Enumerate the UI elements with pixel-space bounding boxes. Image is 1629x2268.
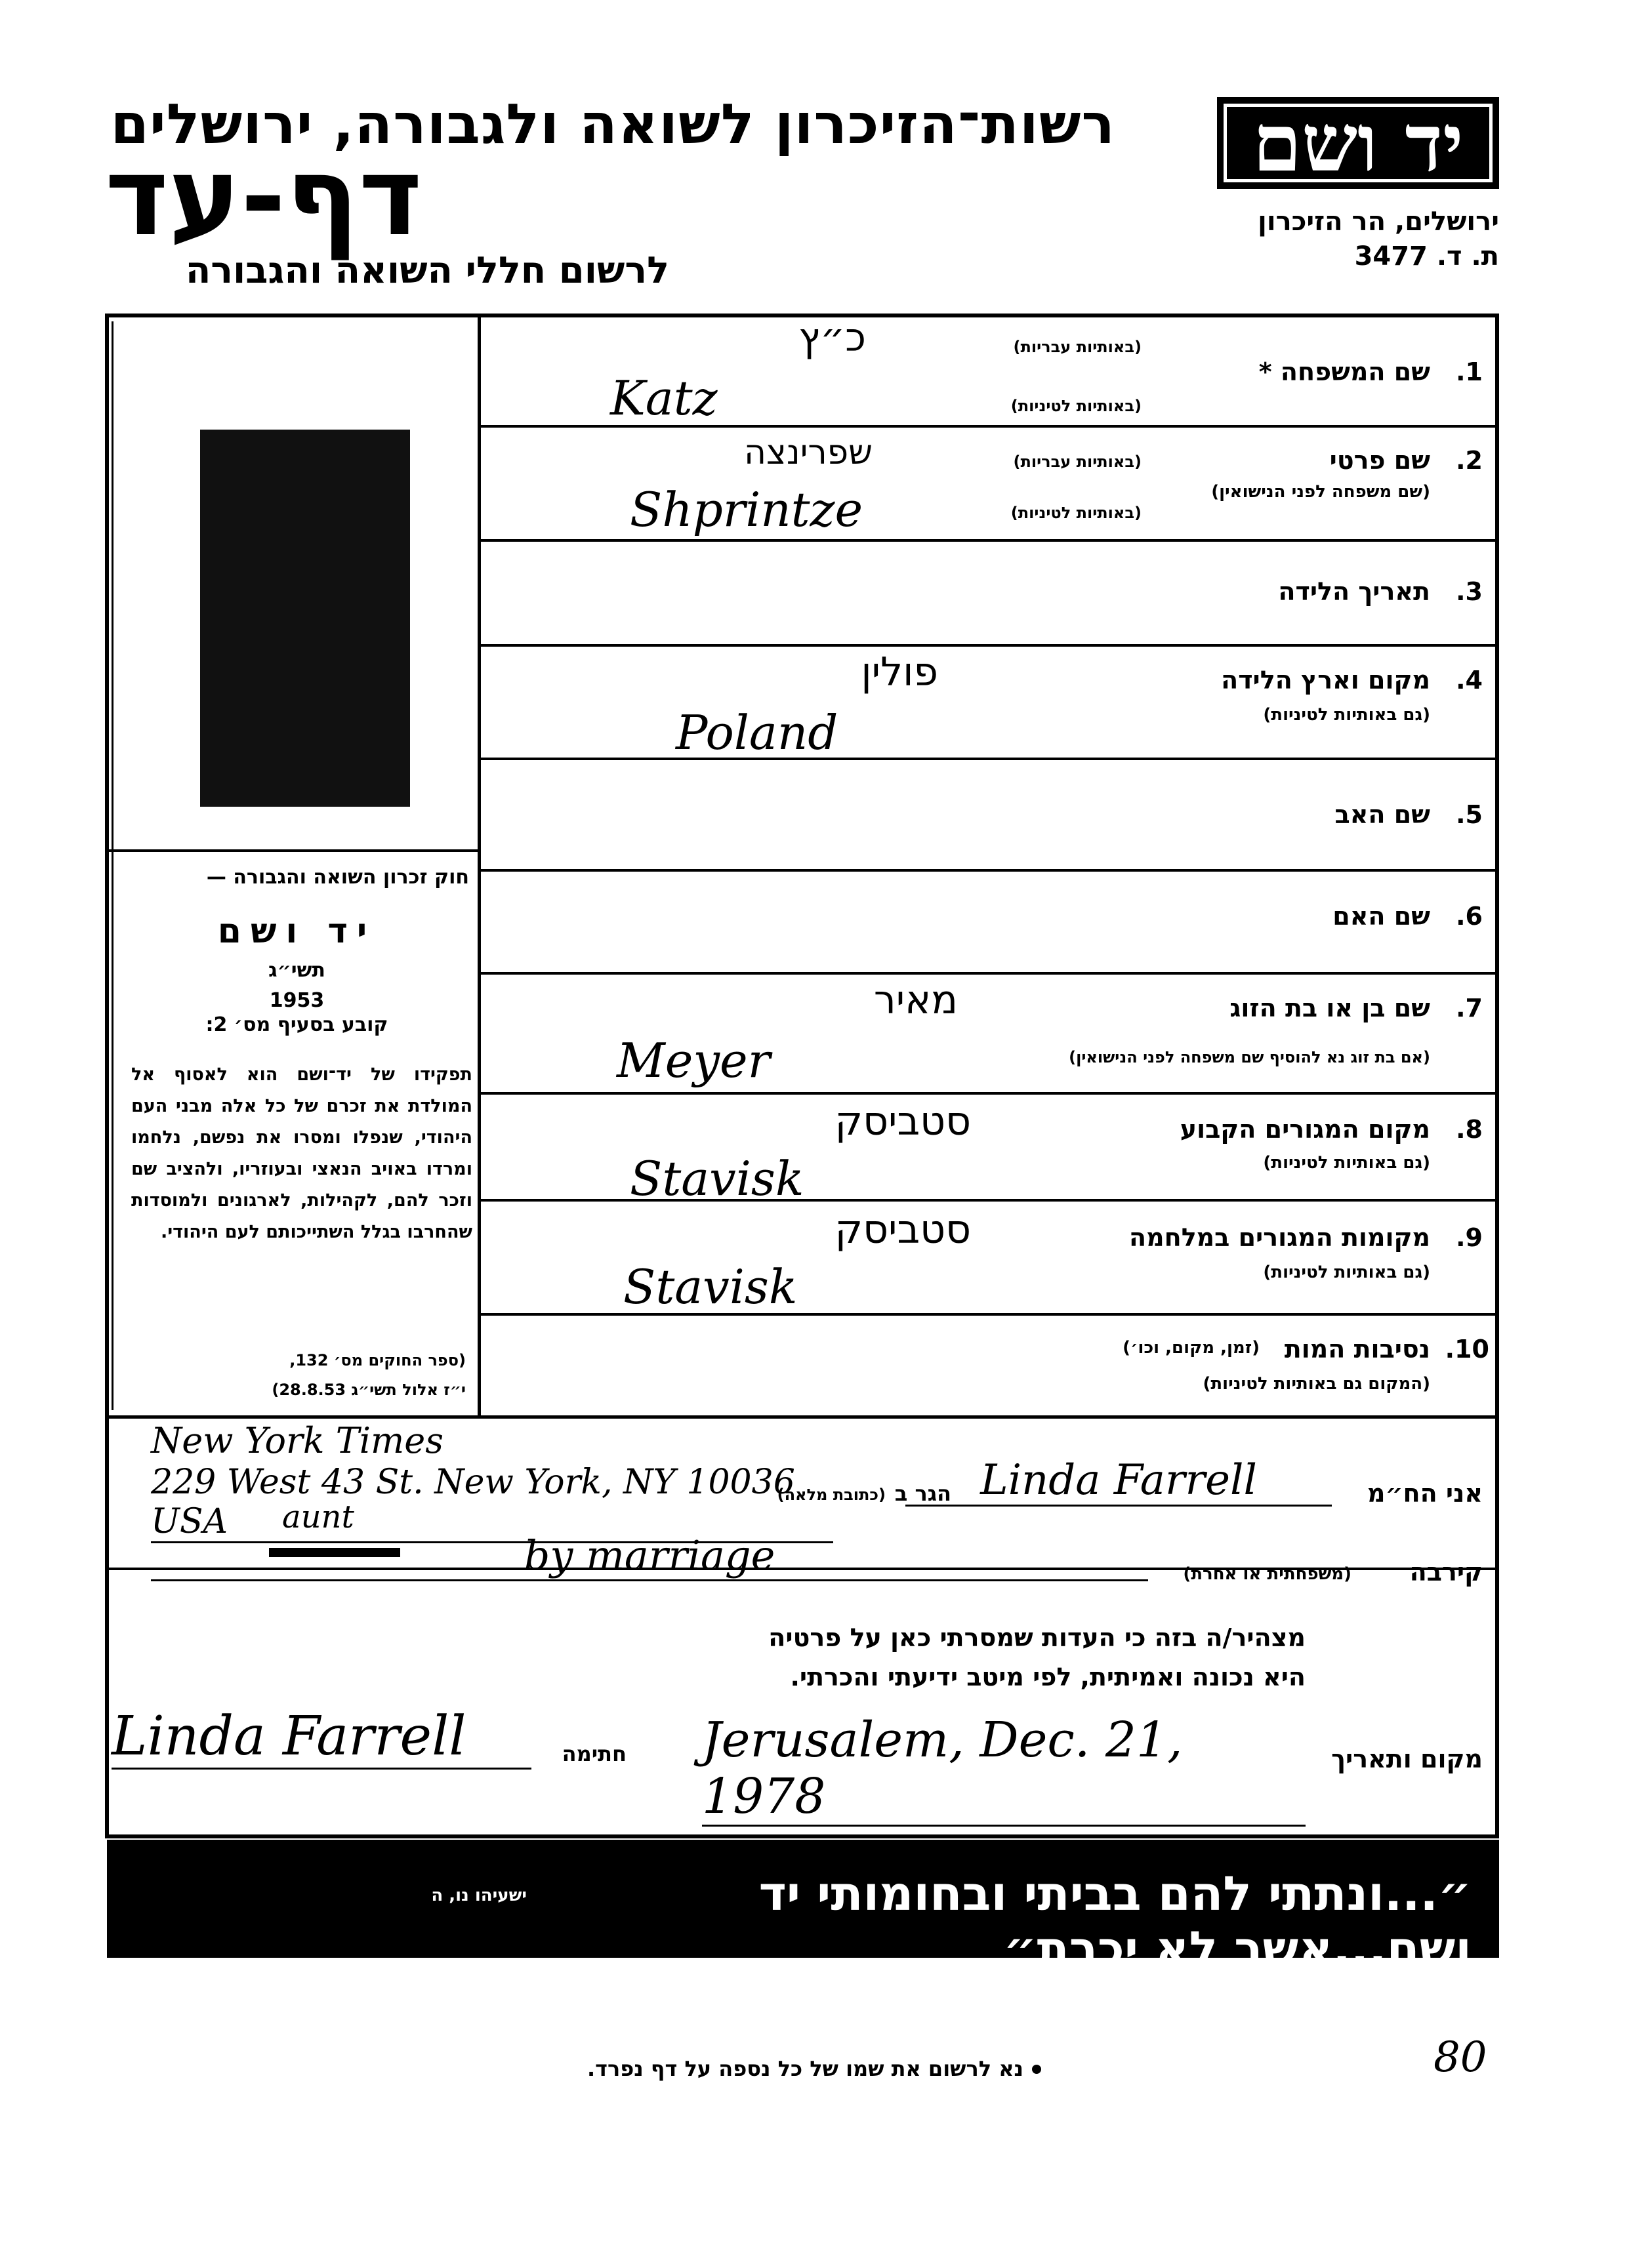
resident-label: הגר ב [894,1481,951,1506]
field-2-tag-hebrew: (באותיות עבריות) [1013,453,1142,471]
declaration-line-1: מצהיר/ה בזה כי העדות שמסרתי כאן על פרטיה [768,1623,1306,1652]
kinship-value: aunt [282,1499,354,1535]
field-4-value-latin: Poland [676,705,838,760]
row-divider [481,869,1499,872]
field-4-label: מקום וארץ הלידה [1221,666,1430,695]
ani-label: אני הח״מ [1367,1479,1483,1508]
field-1-label: שם המשפחה * [1258,357,1430,386]
field-7-value-hebrew: מאיר [873,977,958,1023]
field-7-sub: (אם בת זוג נא להוסיף שם משפחה לפני הנישואין) [1069,1048,1430,1066]
row-divider [481,758,1499,760]
field-9-sub: (גם באותיות לטיניות) [1263,1263,1430,1282]
field-10-sub: (המקום גם באותיות לטיניות) [1203,1374,1430,1394]
kinship-value-2: by marriage [151,1531,1148,1581]
row-divider [481,1092,1499,1095]
banner-quote: ״...ונתתי להם בביתי ובחומותי יד ושם...אשר לא יכרת״ [758,1866,1472,1976]
field-2-number: 2. [1456,446,1483,475]
field-10-label-note: (זמן, מקום, וכו׳) [1123,1338,1260,1358]
kinship-label: קירבה [1409,1558,1483,1587]
signature: Linda Farrell [112,1705,531,1770]
field-3-label: תאריך הלידה [1278,577,1430,606]
field-10-label: נסיבות המות [1284,1335,1430,1364]
form-subtitle: לרשום חללי השואה והגבורה [185,249,669,292]
form-title: דף-עד [105,134,423,260]
banner-source: ישעיהו נו, ה [431,1886,527,1905]
signature-label: חתימה [562,1741,627,1766]
yad-vashem-logo [1217,97,1499,189]
field-7-value-latin: Meyer [617,1033,771,1088]
place-and-date: Jerusalem, Dec. 21, 1978 [702,1712,1306,1827]
field-8-label: מקום המגורים הקבוע [1180,1115,1430,1144]
law-year-heb: תשי״ג [268,959,325,982]
field-3-number: 3. [1456,577,1483,606]
address-line-1: ירושלים, הר הזיכרון [1258,207,1499,237]
field-8-number: 8. [1456,1115,1483,1144]
field-10-number: 10. [1445,1335,1489,1364]
law-title: חוק זכרון השואה והגבורה — [206,866,469,889]
field-4-value-hebrew: פולין [861,649,938,695]
law-name: יד ושם [217,912,377,951]
declarant-address-line-1: New York Times [151,1420,443,1461]
field-2-sub: (שם משפחה לפני הנישואין) [1211,482,1430,502]
field-1-value-latin: Katz [610,371,718,426]
law-clause: קובע בסעיף מס׳ 2: [205,1013,388,1036]
authority-title: רשות־הזיכרון לשואה ולגבורה, ירושלים [110,92,1115,156]
declarant-name: Linda Farrell [905,1456,1332,1507]
field-6-label: שם האם [1332,902,1430,931]
photo-area [200,430,410,807]
field-5-label: שם האב [1334,800,1430,829]
field-8-sub: (גם באותיות לטיניות) [1263,1153,1430,1173]
field-9-value-latin: Stavisk [623,1259,798,1314]
field-6-number: 6. [1456,902,1483,931]
field-9-value-hebrew: סטביסק [835,1207,971,1253]
row-divider [481,972,1499,975]
law-reference: (ספר החוקים מס׳ 132, [289,1351,466,1369]
address-tag: (כתובת מלאה) [777,1486,886,1504]
field-7-number: 7. [1456,994,1483,1023]
kinship-tag: (משפחתית או אחרת) [1183,1564,1351,1584]
field-9-number: 9. [1456,1223,1483,1252]
address-line-2: ת. ד. 3477 [1354,241,1499,272]
section-divider [105,1415,1499,1419]
declarant-address-line-2: 229 West 43 St. New York, NY 10036 USA [151,1463,833,1543]
quote-banner [107,1840,1499,1976]
field-1-number: 1. [1456,357,1483,386]
column-divider [478,314,481,1415]
field-8-value-latin: Stavisk [630,1151,804,1206]
logo-text: יד ושם [1252,96,1464,190]
bullet-icon [1032,2065,1041,2074]
field-8-value-hebrew: סטביסק [835,1099,971,1144]
field-4-sub: (גם באותיות לטיניות) [1263,705,1430,725]
law-year: 1953 [269,989,325,1012]
law-text: תפקידו של יד־ושם הוא לאסוף אל המולדת את זכרם של כל אלה מבני העם היהודי, שנפלו ומסרו את נפשם, נלחמו ומרדו באויב הנאצי ובעוזריו, ולהציב שם וזכר להם, לקהילות, לארגונים ולמוסדות שהחרבו בגלל השתייכותם לעם היהודי. [131,1064,472,1242]
field-4-number: 4. [1456,666,1483,695]
sidebar-divider [105,849,481,852]
field-2-tag-latin: (באותיות לטיניות) [1010,504,1142,522]
field-1-tag-latin: (באותיות לטיניות) [1010,397,1142,415]
field-7-label: שם בן או בת הזוג [1229,994,1430,1023]
field-2-value-latin: Shprintze [630,482,863,537]
field-5-number: 5. [1456,800,1483,829]
row-divider [481,644,1499,647]
field-2-value-hebrew: שפרינצה [744,433,873,472]
row-divider [481,539,1499,542]
footer-note: נא לרשום את שמו של כל נספה על דף נפרד. [587,2056,1023,2081]
field-1-value-hebrew: כ״ץ [798,315,866,361]
page-number: 80 [1433,2033,1487,2082]
field-2-label: שם פרטי [1329,446,1430,475]
law-date: י״ז אלול תשי״ג 28.8.53) [272,1381,466,1399]
declaration-line-2: היא נכונה ואמיתית, לפי מיטב ידיעתי והכרתי. [790,1663,1306,1691]
place-date-label: מקום ותאריך [1331,1745,1483,1773]
field-9-label: מקומות המגורים במלחמה [1128,1223,1430,1252]
field-1-tag-hebrew: (באותיות עבריות) [1013,338,1142,356]
